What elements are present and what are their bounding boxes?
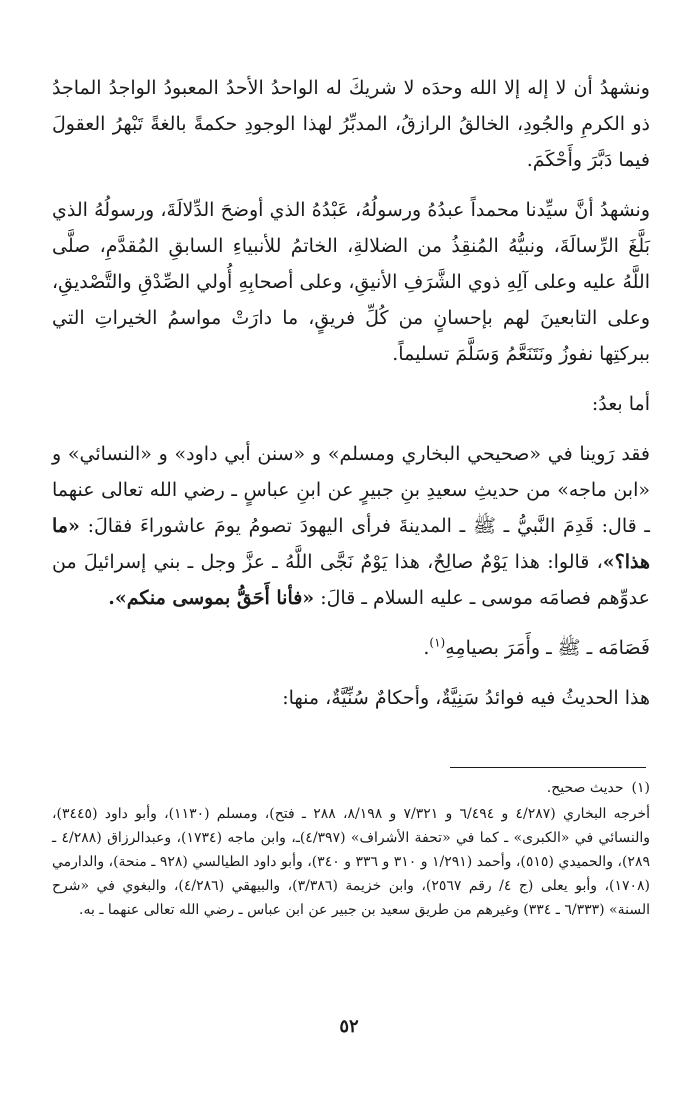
- footnote-number: (١): [631, 780, 650, 796]
- footnote-text: أخرجه البخاري (٤/٢٨٧ و ٦/٤٩٤ و ٧/٣٢١ و ٨/١٩٨، ٢٨٨ ـ فتح)، ومسلم (١١٣٠)، وأبو داود (٣٤٤٥)، والنسائي في «الكبرى» ـ كما في «تحفة الأشراف» (٤/٣٩٧)ـ، وابن ماجه (١٧٣٤)، وعبدالرزاق (٤/٢٨٨ ـ ٢٨٩)، والحميدي (٥١٥)، وأحمد (١/٢٩١ و ٣١٠ و ٣٣٦ و ٣٤٠)، وأبو داود الطيالسي (٩٢٨ ـ منحة)، والدارمي (١٧٠٨)، وأبو يعلى (ج ٤/ رقم ٢٥٦٧)، وابن خزيمة (٣/٣٨٦)، والبيهقي (٤/٢٨٦)، والبغوي في «شرح السنة» (٦/٣٣٣ ـ ٣٣٤) وغيرهم من طريق سعيد بن جبير عن ابن عباس ـ رضي الله تعالى عنهما ـ به.: [52, 806, 651, 918]
- footnotes: [52, 776, 650, 922]
- hadith-quote-1: «ما هذا؟»: [52, 515, 650, 573]
- paragraph-testimony: ونشهدُ أن لا إله إلا الله وحدَه لا شريكَ له الواحدُ الأحدُ المعبودُ الواجدُ الماجدُ ذو الكرمِ والجُودِ، الخالقُ الرازقُ، المدبِّرُ لهذا الوجودِ حكمةً بالغةً تَبْهرُ العقولَ فيما دَبَّرَ وأَحْكَمَ.: [52, 77, 650, 171]
- hadith-text-part-2: ، قالوا: هذا يَوْمٌ صالِحٌ، هذا يَوْمٌ نَجَّى اللَّهُ ـ عزَّ وجل ـ بني إسرائيلَ من عدوِّهم فصامَه موسى ـ عليه السلام ـ قالَ:: [52, 551, 650, 609]
- hadith-text-part-1: فقد رَوينا في «صحيحي البخاري ومسلم» و «سنن أبي داود» و «النسائي» و «ابن ماجه» من حديثِ سعيدِ بنِ جبيرٍ عن ابنِ عباسٍ ـ رضي الله تعالى عنهما ـ قال: قَدِمَ النَّبيُّ ـ ﷺ ـ المدينةَ فرأى اليهودَ تصومُ يومَ عاشوراءَ فقالَ:: [52, 443, 650, 537]
- footnote-reference: (١): [429, 635, 446, 650]
- page-number: ٥٢: [339, 1016, 359, 1037]
- page-body: [52, 70, 650, 716]
- paragraph-amma-baad: أما بعدُ:: [591, 393, 650, 415]
- footnote-heading: حديث صحيح.: [546, 780, 624, 796]
- paragraph-fasting: [52, 630, 650, 666]
- footnote-divider: [450, 767, 646, 768]
- fasting-text-end: .: [423, 637, 430, 659]
- paragraph-prophet: ونشهدُ أنَّ سيِّدنا محمداً عبدُهُ ورسولُهُ، عَبْدُهُ الذي أوضحَ الدِّلالَةَ، ورسولُهُ الذي بَلَّغَ الرِّسالَةَ، ونبيُّهُ المُنقِذُ من الضلالةِ، الخاتمُ للأنبياءِ السابقِ المُقدَّمِ، صلَّى اللَّهُ عليه وعلى آلِهِ ذوي الشَّرَفِ الأنيقِ، وعلى أصحابِهِ أُولي الصِّدْقِ والتَّصْديقِ، وعلى التابعينَ لهم بإحسانٍ من كُلِّ فريقٍ، ما دارَتْ مواسمُ الخيراتِ التي ببركتِها نفوزُ ونَتَنَعَّمُ وَسَلَّمَ تسليماً.: [52, 199, 650, 365]
- paragraph-benefits: هذا الحديثُ فيه فوائدُ سَنِيَّةٌ، وأحكامٌ سُنِّيَّةٌ، منها:: [282, 687, 650, 709]
- footnote-header: [52, 776, 650, 800]
- fasting-text: فَصَامَه ـ ﷺ ـ وأَمَرَ بصيامِهِ: [445, 637, 650, 659]
- hadith-quote-2: «فأنا أَحَقُّ بموسى منكم».: [108, 587, 315, 609]
- paragraph-hadith: [52, 436, 650, 616]
